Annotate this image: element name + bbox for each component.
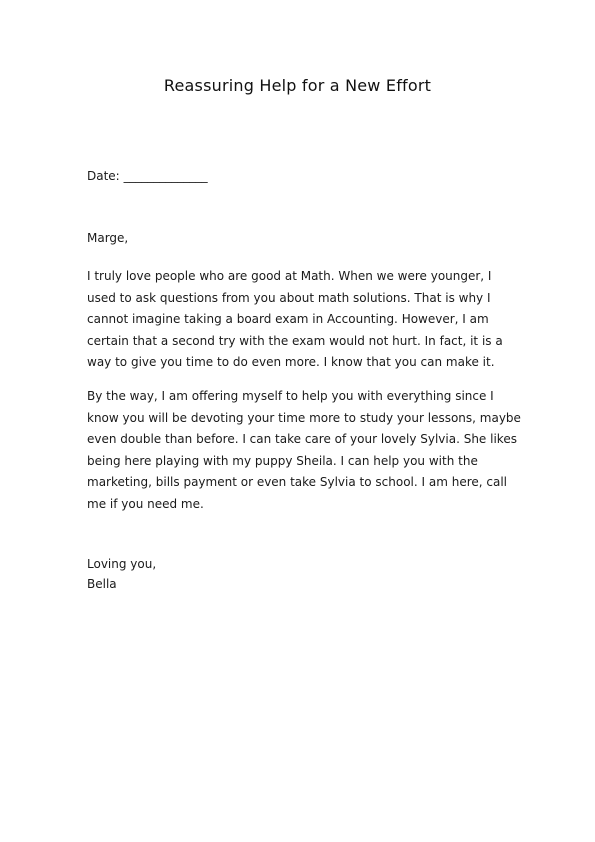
- signature: Bella: [87, 577, 117, 591]
- date-label: Date:: [87, 169, 120, 183]
- paragraph-1-line: I truly love people who are good at Math. When we were younger, I: [87, 269, 492, 283]
- paragraph-2-line: marketing, bills payment or even take Sylvia to school. I am here, call: [87, 475, 507, 490]
- paragraph-2-line: even double than before. I can take care of your lovely Sylvia. She likes: [87, 432, 517, 447]
- paragraph-2-line: By the way, I am offering myself to help you with everything since I: [87, 389, 494, 403]
- closing: Loving you,: [87, 557, 157, 571]
- paragraph-1: [87, 266, 503, 374]
- paragraph-2-line: being here playing with my puppy Sheila. I can help you with the: [87, 453, 478, 468]
- paragraph-1-line: certain that a second try with the exam would not hurt. In fact, it is a: [87, 333, 503, 348]
- page-title: Reassuring Help for a New Effort: [163, 76, 432, 95]
- salutation: Marge,: [87, 231, 129, 245]
- paragraph-2-line: me if you need me.: [87, 496, 204, 511]
- paragraph-2: [87, 386, 521, 516]
- paragraph-2-line: know you will be devoting your time more to study your lessons, maybe: [87, 410, 521, 425]
- paragraph-1-line: cannot imagine taking a board exam in Accounting. However, I am: [87, 312, 489, 327]
- date-blank: ______________: [123, 169, 208, 183]
- date-line: [87, 166, 487, 188]
- paragraph-1-line: way to give you time to do even more. I know that you can make it.: [87, 355, 495, 370]
- paragraph-1-line: used to ask questions from you about math solutions. That is why I: [87, 290, 491, 305]
